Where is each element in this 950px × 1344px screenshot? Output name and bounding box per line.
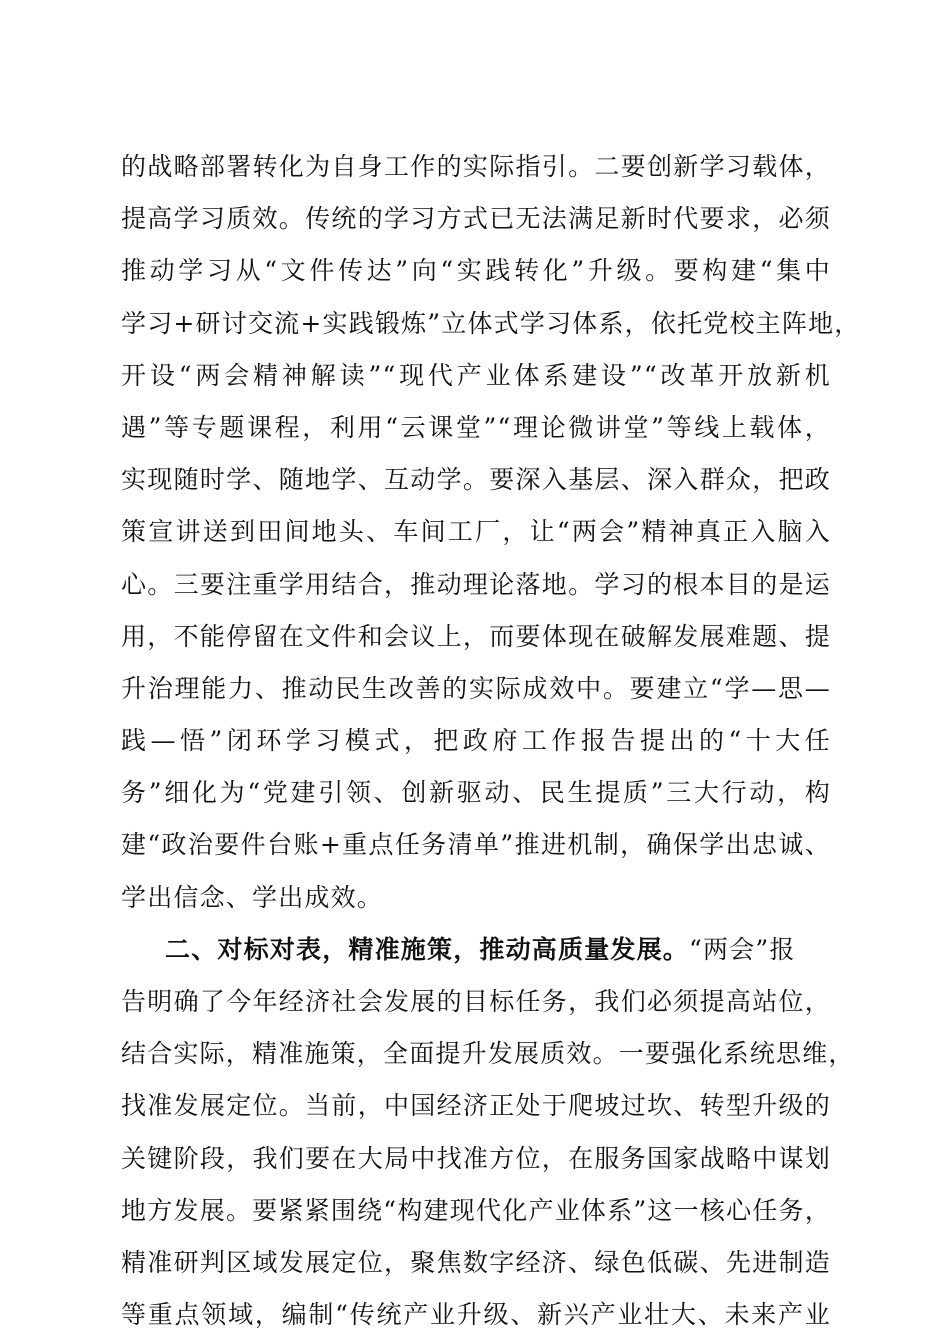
text-line: 关键阶段，我们要在大局中找准方位，在服务国家战略中谋划 <box>121 1143 831 1173</box>
text-line: 实现随时学、随地学、互动学。要深入基层、深入群众，把政 <box>121 465 831 495</box>
text-line: 找准发展定位。当前，中国经济正处于爬坡过坎、转型升级的 <box>121 1091 831 1121</box>
text-line: 学习+研讨交流+实践锻炼”立体式学习体系，依托党校主阵地， <box>121 308 861 338</box>
text-line: 建“政治要件台账+重点任务清单”推进机制，确保学出忠诚、 <box>121 830 831 860</box>
text-line: 结合实际，精准施策，全面提升发展质效。一要强化系统思维， <box>121 1039 855 1069</box>
text-line: 升治理能力、推动民生改善的实际成效中。要建立“学—思— <box>121 673 831 703</box>
paragraph-1 <box>121 141 861 924</box>
text-line: 务”细化为“党建引领、创新驱动、民生提质”三大行动，构 <box>121 778 831 808</box>
section-heading: 二、对标对表，精准施策，推动高质量发展。 <box>165 934 690 964</box>
text-line-last: 学出信念、学出成效。 <box>121 882 384 912</box>
section-heading-line <box>121 924 831 976</box>
text-line: 精准研判区域发展定位，聚焦数字经济、绿色低碳、先进制造 <box>121 1247 831 1277</box>
text-line: 告明确了今年经济社会发展的目标任务，我们必须提高站位， <box>121 987 831 1016</box>
text-line: 提高学习质效。传统的学习方式已无法满足新时代要求，必须 <box>121 204 831 234</box>
text-line: 用，不能停留在文件和会议上，而要体现在破解发展难题、提 <box>121 621 831 651</box>
text-line: 遇”等专题课程，利用“云课堂”“理论微讲堂”等线上载体， <box>121 412 831 442</box>
text-line: 的战略部署转化为自身工作的实际指引。二要创新学习载体， <box>121 152 831 181</box>
body-text <box>121 141 861 1341</box>
paragraph-2 <box>121 924 855 1342</box>
text-line: 开设“两会精神解读”“现代产业体系建设”“改革开放新机 <box>121 360 831 390</box>
text-line: 地方发展。要紧紧围绕“构建现代化产业体系”这一核心任务， <box>121 1195 831 1225</box>
section-heading-tail: “两会”报 <box>689 934 796 964</box>
text-line: 等重点领域，编制“传统产业升级、新兴产业壮大、未来产业 <box>121 1300 831 1330</box>
text-line: 心。三要注重学用结合，推动理论落地。学习的根本目的是运 <box>121 569 831 599</box>
text-line: 践—悟”闭环学习模式，把政府工作报告提出的“十大任 <box>121 726 831 756</box>
text-line: 推动学习从“文件传达”向“实践转化”升级。要构建“集中 <box>121 256 831 286</box>
text-line: 策宣讲送到田间地头、车间工厂，让“两会”精神真正入脑入 <box>121 517 831 547</box>
